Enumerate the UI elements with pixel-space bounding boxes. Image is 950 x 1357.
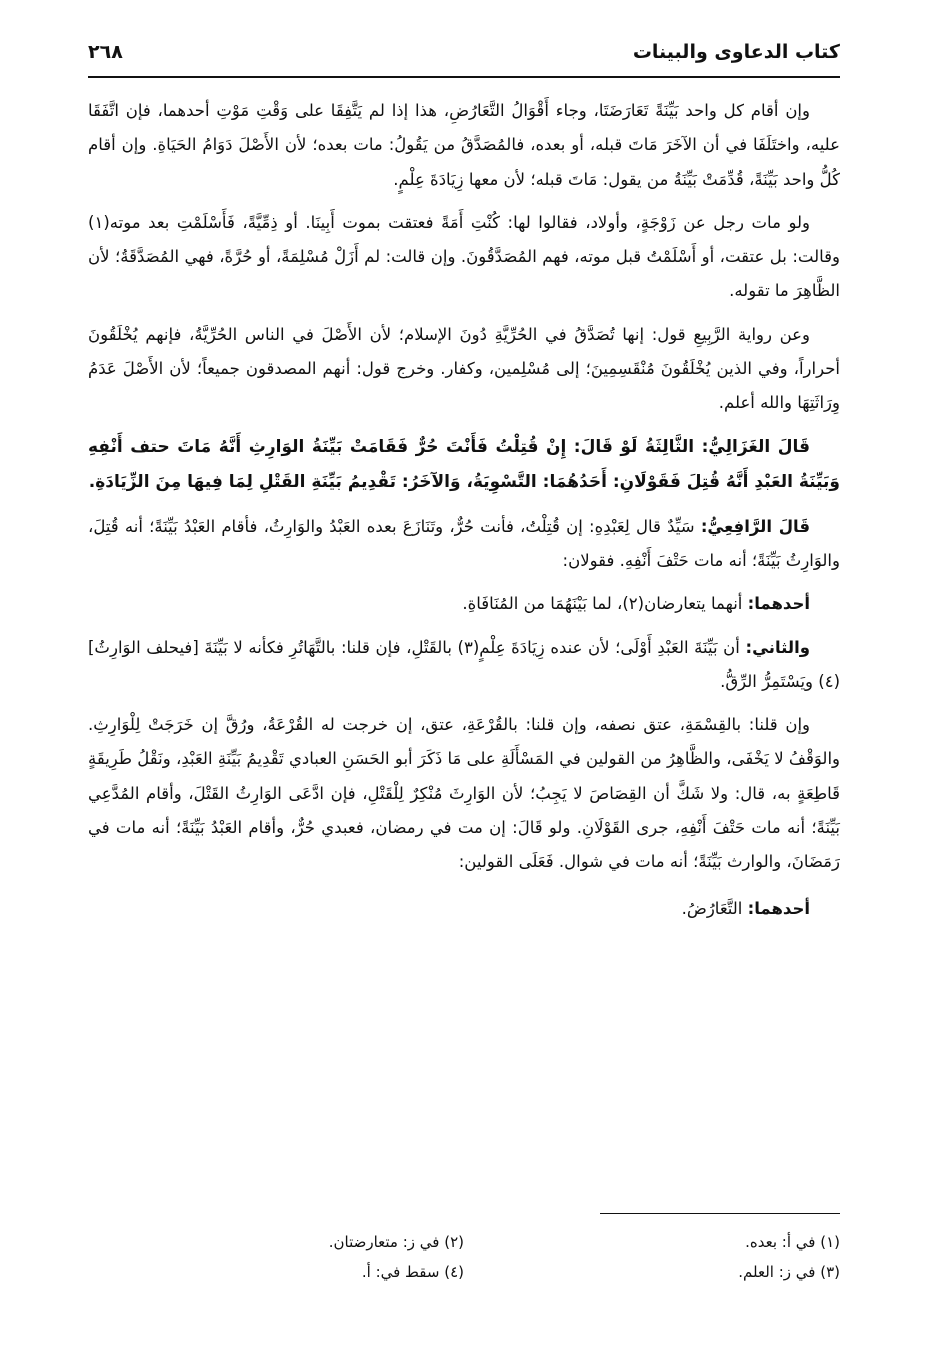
header-divider: [88, 76, 840, 78]
footnote-4: (٤) سقط في: أ.: [361, 1263, 464, 1281]
book-page: [88, 30, 840, 1330]
second-opinion-text: أن بَيِّنَةَ العَبْدِ أَوْلَى؛ لأن عنده زِيَادَةَ عِلْمٍ(٣) بالقَتْلِ، فإن قلنا: بالتَّهَاتُرِ فكأنه لا بَيِّنَةَ [فيحلف الوَارِثُ](٤) ويَسْتَمِرُّ الرِّقُّ.: [88, 637, 840, 691]
book-title: كتاب الدعاوى والبينات: [632, 41, 840, 63]
conflict-lead: أحدهما:: [747, 898, 810, 918]
footnotes: [88, 1227, 840, 1287]
footnote-divider: [600, 1213, 840, 1214]
footnote-3: (٣) في ز: العلم.: [738, 1263, 840, 1281]
footnote-row: [88, 1227, 840, 1257]
paragraph-second-opinion: [88, 631, 840, 700]
rafii-text: سَيِّدٌ قال لِعَبْدِهِ: إن قُتِلْتُ، فأنت حُرٌّ، وتَنَازَعَ بعده العَبْدُ والوَارِثُ، فأقام العَبْدُ بَيِّنَةً؛ أنه قُتِلَ، والوَارِثُ بَيِّنَةً؛ أنه مات حَتْفَ أَنْفِهِ. فقولان:: [88, 516, 840, 570]
first-opinion-text: أنهما يتعارضان(٢)، لما بَيْنَهُمَا من المُنَافَاةِ.: [462, 594, 743, 614]
paragraph-conflict: [88, 892, 840, 926]
page-number: ٢٦٨: [88, 41, 123, 63]
paragraph-ghazali: قَالَ الغَزَالِيُّ: الثَّالِثَةُ لَوْ قَالَ: إِنْ قُتِلْتُ فَأَنْتَ حُرٌّ فَقَامَتْ بَيِّنَةُ الوَارِثِ أَنَّهُ مَاتَ حتف أَنْفِهِ وَبَيِّنَةُ العَبْدِ أَنَّهُ قُتِلَ فَقَوْلَانِ: أَحَدُهُمَا: التَّسْوِيَةُ، وَالآخَرُ: تَقْدِيمُ بَيِّنَةِ القَتْلِ لِمَا فِيهَا مِنَ الزِّيَادَةِ.: [88, 436, 840, 493]
footnote-2: (٢) في ز: متعارضتان.: [328, 1233, 464, 1251]
paragraph-2: ولو مات رجل عن زَوْجَةٍ، وأولاد، فقالوا لها: كُنْتِ أَمَةً فعتقت بموت أَبِينَا. أو ذِمِّيَّةً، فَأَسْلَمْتِ بعد موته(١) وقالت: بل عتقت، أو أَسْلَمْتُ قبل موته، فهم المُصَدَّقُونَ. وإن قالت: لم أَزَلْ مُسْلِمَةً، أو حُرَّةً، فهي المُصَدَّقَةُ؛ لأن الظَّاهِرَ ما تقوله.: [88, 212, 840, 301]
paragraph-first-opinion: [88, 587, 840, 621]
second-opinion-lead: والثاني:: [745, 637, 811, 657]
footnote-row: [88, 1257, 840, 1287]
paragraph-1: وإن أقام كل واحد بَيِّنَةً تَعَارَضَتَا، وجاء أَقْوَالُ التَّعَارُضِ، هذا إذا لم يَتَّفِقَا على وَقْتِ مَوْتِ أحدهما، فإن اتَّفَقَا عليه، واختَلَفَا في أن الآخَرَ مَاتَ قبله، أو بعده، فالمُصَدَّقُ من يَقُولُ: مات بعده؛ لأن الأَصْلَ دَوَامُ الحَيَاةِ. وإن أقام كُلُّ واحد بَيِّنَةً، قُدِّمَتْ بَيِّنَةُ من يقول: مَاتَ قبله؛ لأن معها زِيَادَةَ عِلْمٍ.: [88, 101, 840, 189]
main-text: [88, 94, 840, 935]
paragraph-rafii: [88, 510, 840, 579]
first-opinion-lead: أحدهما:: [747, 594, 810, 614]
paragraph-8: وإن قلنا: بالقِسْمَةِ، عتق نصفه، وإن قلنا: بالقُرْعَةِ، عتق، إن خرجت له القُرْعَةُ، ورُقَّ إن خَرَجَتْ لِلْوَارِثِ. والوَقْفُ لا يَخْفَى، والظَّاهِرُ من القولين في المَسْأَلَةِ على مَا ذَكَرَ أبو الحَسَنِ العبادي تَقْدِيمُ بَيِّنَةِ العَبْدِ، ونَقْلُ طَرِيقَةٍ قَاطِعَةٍ به، قال: ولا شَكَّ أن القِصَاصَ لا يَجِبُ؛ لأن الوَارِثَ مُنْكِرٌ لِلْقَتْلِ، فإن ادَّعَى الوَارِثُ القَتْلَ، وأقام المُدَّعِي بَيِّنَةً؛ أنه مات حَتْفَ أَنْفِهِ، جرى القَوْلَانِ. ولو قَالَ: إن مت في رمضان، فعبدي حُرٌّ، وأقام العَبْدُ بَيِّنَةً؛ أنه مات في رَمَضَانَ، والوارث بَيِّنَةً؛ أنه مات في شوال. فَعَلَى القولين:: [88, 715, 840, 872]
page-header: [88, 30, 840, 74]
rafii-lead: قَالَ الرَّافِعِيُّ:: [700, 516, 811, 536]
conflict-text: التَّعَارُضُ.: [681, 898, 743, 918]
paragraph-3: وعن رواية الرَّبِيعِ قول: إنها تُصَدَّقُ في الحُرِّيَّةِ دُونَ الإسلام؛ لأن الأَصْلَ في الناس الحُرِّيَّةُ، فإنهم يُخْلَقُونَ أحراراً، وفي الذين يُخْلَقُونَ مُنْقَسِمِينَ؛ إلى مُسْلِمين، وكفار. وخرج قول: أنهم المصدقون جميعاً؛ لأن الأَصْلَ عَدَمُ وِرَاثَتِهَا والله أعلم.: [88, 324, 840, 413]
footnote-1: (١) في أ: بعده.: [745, 1233, 840, 1251]
